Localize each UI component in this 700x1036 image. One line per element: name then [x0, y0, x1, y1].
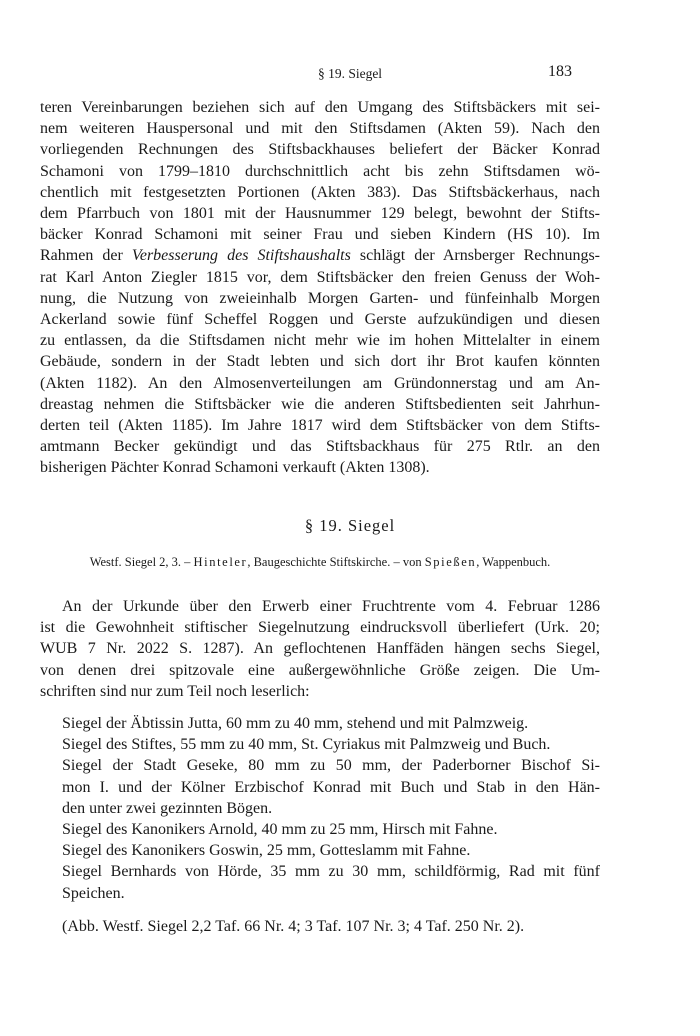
text-line: rat Karl Anton Ziegler 1815 vor, dem Stiftsbäcker den freien Genuss der Woh- — [40, 268, 600, 286]
paragraph-stiftsbaecker — [40, 97, 600, 479]
seal-entry: Siegel des Kanonikers Arnold, 40 mm zu 25 mm, Hirsch mit Fahne. — [62, 821, 498, 839]
text-line: dem Pfarrbuch von 1801 mit der Hausnummer 129 belegt, bewohnt der Stifts- — [40, 205, 600, 223]
running-head-title: § 19. Siegel — [317, 66, 383, 81]
text-line: chentlich mit festgesetzten Portionen (Akten 383). Das Stiftsbäckerhaus, nach — [40, 183, 600, 201]
text-line: schriften sind nur zum Teil noch leserlich: — [40, 682, 310, 700]
text-line: dreastag nehmen die Stiftsbäcker wie die anderen Stiftsbedienten seit Jahrhun- — [40, 395, 600, 413]
text-line: WUB 7 Nr. 2022 S. 1287). An geflochtenen Hanffäden hängen sechs Siegel, — [40, 640, 600, 658]
text-line: zu entlassen, da die Stiftsdamen nicht mehr wie im hohen Mittelalter in einem — [40, 332, 600, 350]
text-line: Gebäude, sondern in der Stadt lebten und sich dort ihr Brot kaufen könnten — [40, 353, 600, 371]
seal-entry-continued: Speichen. — [62, 884, 125, 902]
section-heading: § 19. Siegel — [304, 516, 396, 535]
text-line: ist die Gewohnheit stiftischer Siegelnutzung eindrucksvoll überliefert (Urk. 20; — [40, 619, 600, 637]
text-line: bäcker Konrad Schamoni mit seiner Frau und sieben Kindern (HS 10). Im — [40, 226, 600, 244]
seal-entry: Siegel Bernhards von Hörde, 35 mm zu 30 mm, schildförmig, Rad mit fünf — [62, 863, 600, 881]
author-name: Hinteler — [193, 555, 248, 569]
text-line: nem weiteren Hauspersonal und mit den Stiftsdamen (Akten 59). Nach den — [40, 120, 600, 138]
text-line: Schamoni von 1799–1810 durchschnittlich acht bis zehn Stiftsdamen wö- — [40, 162, 600, 180]
seal-list — [62, 713, 600, 904]
page-number: 183 — [548, 63, 572, 80]
text-line: (Akten 1182). An den Almosenverteilungen am Gründonnerstag und am An- — [40, 374, 600, 392]
text-line: Ackerland sowie fünf Scheffel Roggen und Gerste aufzukündigen und diesen — [40, 311, 600, 329]
sources-line — [40, 555, 600, 570]
text-segment: schlägt der Arnsberger Rechnungs- — [350, 247, 600, 265]
sources-text: , Wappenbuch. — [476, 555, 551, 569]
text-line: vorliegenden Rechnungen des Stiftsbackhauses beliefert der Bäcker Konrad — [40, 141, 600, 159]
sources-text: , Baugeschichte Stiftskirche. – von — [247, 555, 425, 569]
italic-title: Verbesserung des Stiftshaushalts — [131, 247, 351, 265]
text-line: An der Urkunde über den Erwerb einer Fruchtrente vom 4. Februar 1286 — [62, 598, 600, 615]
text-line: derten teil (Akten 1185). Im Jahre 1817 wird dem Stiftsbäcker von dem Stifts- — [40, 417, 600, 435]
seal-entry: Siegel der Äbtissin Jutta, 60 mm zu 40 mm, stehend und mit Palmzweig. — [62, 715, 529, 732]
text-line: von denen drei spitzovale eine außergewöhnliche Größe zeigen. Die Um- — [40, 661, 600, 679]
text-line: teren Vereinbarungen beziehen sich auf den Umgang des Stiftsbäckers mit sei- — [40, 99, 600, 116]
seal-entry: Siegel des Stiftes, 55 mm zu 40 mm, St. Cyriakus mit Palmzweig und Buch. — [62, 736, 551, 754]
text-line: nung, die Nutzung von zweieinhalb Morgen Garten- und fünfeinhalb Morgen — [40, 289, 600, 307]
text-segment: Rahmen der — [40, 247, 132, 265]
seal-entry-continued: mon I. und der Kölner Erzbischof Konrad mit Buch und Stab in den Hän- — [62, 778, 600, 796]
seal-entry: Siegel der Stadt Geseke, 80 mm zu 50 mm, der Paderborner Bischof Si- — [62, 757, 600, 775]
sources-text: Westf. Siegel 2, 3. – — [89, 555, 194, 569]
running-head — [0, 63, 700, 85]
illustration-reference: (Abb. Westf. Siegel 2,2 Taf. 66 Nr. 4; 3 Taf. 107 Nr. 3; 4 Taf. 250 Nr. 2). — [62, 918, 525, 935]
text-line-mixed — [40, 245, 600, 266]
seal-entry: Siegel des Kanonikers Goswin, 25 mm, Gotteslamm mit Fahne. — [62, 842, 471, 860]
seal-entry-continued: den unter zwei gezinnten Bögen. — [62, 799, 273, 817]
text-line: bisherigen Pächter Konrad Schamoni verkauft (Akten 1308). — [40, 459, 430, 477]
author-name: Spießen — [424, 555, 477, 569]
paragraph-siegel — [40, 596, 600, 702]
text-line: amtmann Becker gekündigt und das Stiftsbackhaus für 275 Rtlr. an den — [40, 438, 600, 456]
